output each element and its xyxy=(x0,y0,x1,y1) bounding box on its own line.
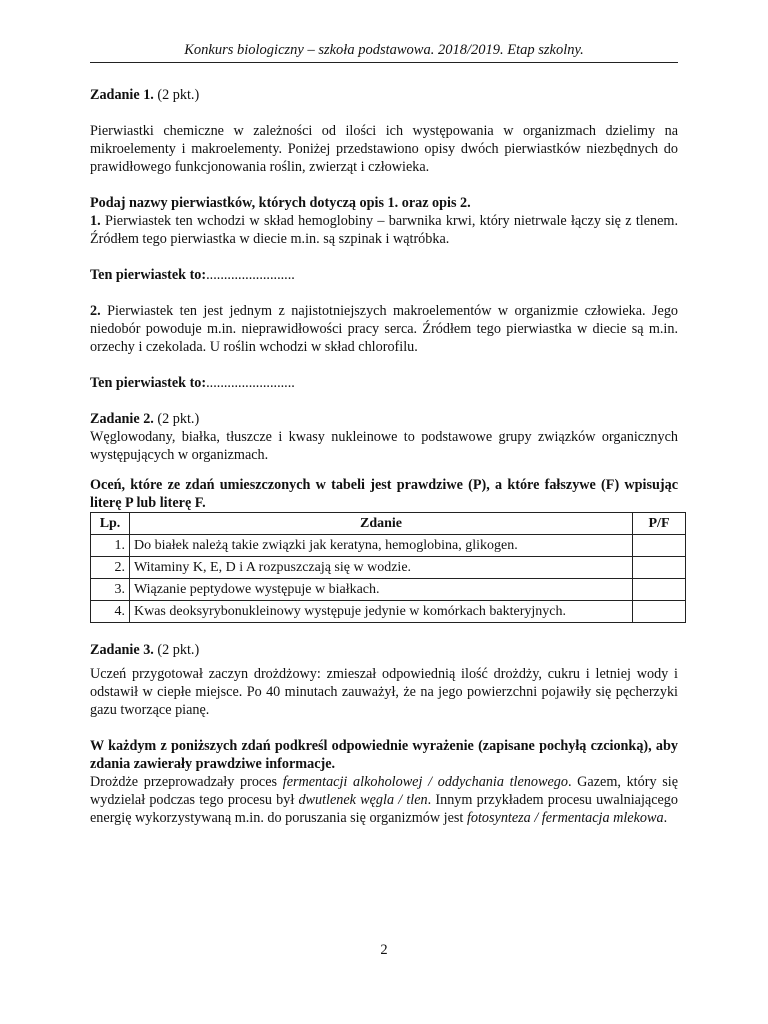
option-co2-oxygen[interactable]: dwutlenek węgla / tlen xyxy=(298,792,428,808)
sentence3-start: . Innym przykładem procesu uwalniającego energię wykorzystywaną m.in. do poruszania się organizmów jest xyxy=(90,792,678,826)
task3-instruction: W każdym z poniższych zdań podkreśl odpowiednie wyrażenie (zapisane pochyłą czcionką), aby zdania zawierały prawdziwe informacje. xyxy=(90,738,678,772)
task1-item1 xyxy=(90,212,678,248)
table-header-row xyxy=(91,513,686,535)
task1-heading xyxy=(90,86,678,104)
page-number: 2 xyxy=(380,942,388,958)
table-row xyxy=(91,579,686,601)
task1-instruction: Podaj nazwy pierwiastków, których dotyczą opis 1. oraz opis 2. xyxy=(90,195,471,211)
sentence3-end: . xyxy=(663,810,668,826)
option-photosynthesis-lactic[interactable]: fotosynteza / fermentacja mlekowa xyxy=(466,810,664,826)
row-answer-cell[interactable] xyxy=(633,579,686,601)
row-statement: Witaminy K, E, D i A rozpuszczają się w wodzie. xyxy=(130,557,633,579)
task1-answer1 xyxy=(90,266,678,284)
task3-intro: Uczeń przygotował zaczyn drożdżowy: zmieszał odpowiednią ilość drożdży, cukru i letniej wody i odstawił w ciepłe miejsce. Po 40 minutach zauważył, że na jego powierzchni pojawiły się pęcherzyki gazu tworzące pianę. xyxy=(90,666,678,718)
table-row xyxy=(91,535,686,557)
row-number: 1. xyxy=(91,535,130,557)
task3-heading xyxy=(90,641,678,659)
col-header-zdanie: Zdanie xyxy=(130,513,633,535)
table-row xyxy=(91,557,686,579)
task2-instruction: Oceń, które ze zdań umieszczonych w tabeli jest prawdziwe (P), a które fałszywe (F) wpisując literę P lub literę F. xyxy=(90,477,678,511)
task3-sentences xyxy=(90,773,678,827)
task1-item1-number: 1. xyxy=(90,213,101,229)
row-statement: Wiązanie peptydowe występuje w białkach. xyxy=(130,579,633,601)
row-answer-cell[interactable] xyxy=(633,557,686,579)
task3-title: Zadanie 3. xyxy=(90,642,154,658)
row-answer-cell[interactable] xyxy=(633,535,686,557)
task1-answer2 xyxy=(90,374,678,392)
task1-intro: Pierwiastki chemiczne w zależności od ilości ich występowania w organizmach dzielimy na mikroelementy i makroelementy. Poniżej przedstawiono opisy dwóch pierwiastków niezbędnych do prawidłowego funkcjonowania roślin, zwierząt i człowieka. xyxy=(90,123,678,175)
row-number: 4. xyxy=(91,601,130,623)
true-false-table xyxy=(90,512,686,623)
row-statement: Kwas deoksyrybonukleinowy występuje jedynie w komórkach bakteryjnych. xyxy=(130,601,633,623)
task1-item2-text: Pierwiastek ten jest jednym z najistotniejszych makroelementów w organizmie człowieka. Jego niedobór powoduje m.in. nieprawidłowości pracy serca. Źródłem tego pierwiastka w diecie są m.in. orzechy i czekolada. U roślin wchodzi w skład chlorofilu. xyxy=(90,303,679,355)
task1-points: (2 pkt.) xyxy=(157,87,200,103)
table-row xyxy=(91,601,686,623)
page-content xyxy=(90,86,678,827)
task1-title: Zadanie 1. xyxy=(90,87,154,103)
row-number: 2. xyxy=(91,557,130,579)
col-header-pf: P/F xyxy=(633,513,686,535)
row-answer-cell[interactable] xyxy=(633,601,686,623)
option-fermentation-respiration[interactable]: fermentacji alkoholowej / oddychania tlenowego xyxy=(282,774,568,790)
task2-heading xyxy=(90,410,678,428)
task1-answer2-label: Ten pierwiastek to: xyxy=(90,375,207,391)
page-header: Konkurs biologiczny – szkoła podstawowa. 2018/2019. Etap szkolny. xyxy=(184,42,584,58)
task2-points: (2 pkt.) xyxy=(157,411,200,427)
task2-intro: Węglowodany, białka, tłuszcze i kwasy nukleinowe to podstawowe grupy związków organicznych występujących w organizmach. xyxy=(90,429,678,463)
task3-points: (2 pkt.) xyxy=(157,642,200,658)
task1-item2 xyxy=(90,302,678,356)
task1-answer1-label: Ten pierwiastek to: xyxy=(90,267,207,283)
header-rule xyxy=(90,62,678,63)
col-header-lp: Lp. xyxy=(91,513,130,535)
sentence1-start: Drożdże przeprowadzały proces xyxy=(90,774,283,790)
task1-item1-text: Pierwiastek ten wchodzi w skład hemoglobiny – barwnika krwi, który nietrwale łączy się z tlenem. Źródłem tego pierwiastka w diecie m.in. są szpinak i wątróbka. xyxy=(90,213,679,247)
task1-item2-number: 2. xyxy=(90,303,101,319)
sentence2-start: . Gazem, który się wydzielał podczas tego procesu był xyxy=(90,774,678,808)
task2-title: Zadanie 2. xyxy=(90,411,154,427)
task1-answer2-blank[interactable]: ......................... xyxy=(206,375,295,391)
row-statement: Do białek należą takie związki jak keratyna, hemoglobina, glikogen. xyxy=(130,535,633,557)
task1-answer1-blank[interactable]: ......................... xyxy=(206,267,295,283)
row-number: 3. xyxy=(91,579,130,601)
